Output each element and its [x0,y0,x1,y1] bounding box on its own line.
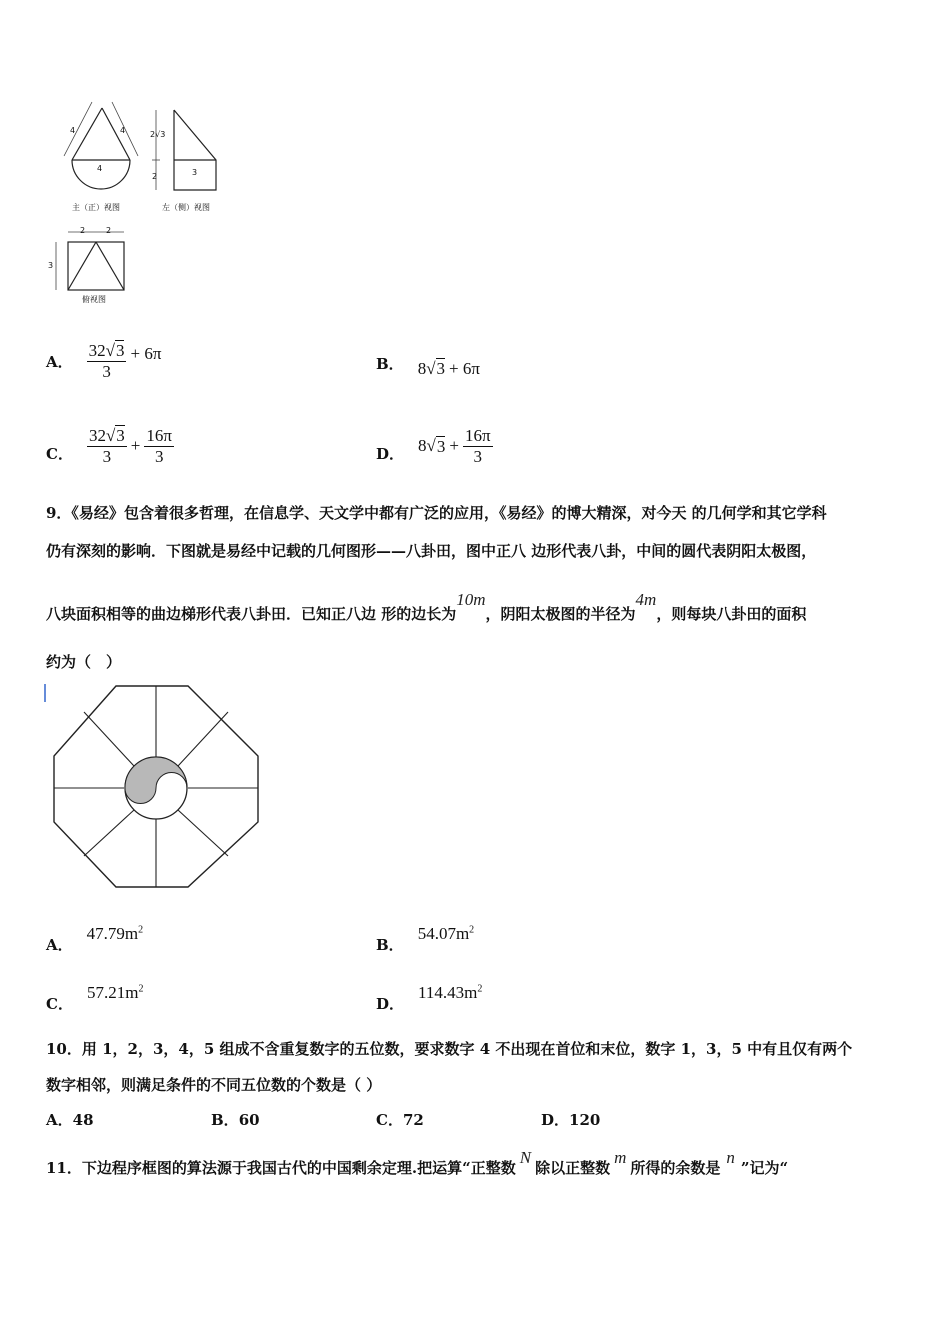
value-text: 54.07m [417,924,470,943]
option-label: A． [46,352,73,371]
option-value: 48 [72,1111,94,1129]
dim-right-four: 4 [120,126,126,135]
value-text: 57.21m [86,983,139,1002]
three-view-figure [44,98,218,308]
numerator: 32 [88,426,106,445]
q10-line-2: 数字相邻，则满足条件的不同五位数的个数是（ ） [46,1076,382,1094]
q9-line-2: 仍有深刻的影响．下图就是易经中记载的几何图形——八卦田，图中正八 边形代表八卦，中间的圆代表阴阳太极图， [46,542,817,560]
dim-left-four: 4 [70,126,76,135]
q8-option-a[interactable] [46,336,161,386]
option-label: B． [376,936,404,954]
q8-option-c[interactable] [46,421,174,471]
numerator: 32 [88,341,106,360]
fraction [144,426,174,467]
q10-option-c[interactable] [376,1110,424,1130]
fraction: $\frac{32√3}{3}$ [88,341,125,381]
plus-sign: + [130,436,141,455]
exponent: 2 [469,924,475,936]
q8-option-b[interactable]: B． 8 √ 3 + 6π [376,355,480,378]
q9-option-d[interactable] [376,983,482,1014]
option-value [87,924,143,955]
q10-option-d[interactable] [541,1110,600,1130]
top-view-label: 俯视图 [82,295,106,304]
q9-text-c: ，则每块八卦田的面积 [656,605,807,623]
side-view-label: 左（侧）视图 [162,203,210,212]
var-n: n [726,1148,735,1167]
q9-line-3 [46,590,806,624]
value-text: 47.79m [86,924,139,943]
option-label: A． [46,1111,73,1129]
option-label: B． [211,1111,239,1129]
fraction: $\frac{32√3}{3}$ [88,426,125,466]
bagua-figure [44,684,264,894]
dim-top-two-left: 2 [80,226,86,235]
front-view-label: 主（正）视图 [72,203,120,212]
var-n-upper: N [519,1148,532,1167]
dim-three-side: 3 [192,168,198,177]
q9-option-a[interactable] [46,924,143,955]
q10-option-a[interactable] [46,1110,94,1130]
denominator: 3 [102,362,111,381]
var-m: m [614,1148,627,1167]
dim-top-two-right: 2 [106,226,112,235]
option-label: D． [541,1111,570,1129]
q10-line-1: 10．用 1，2，3，4，5 组成不含重复数字的五位数，要求数字 4 不出现在首位和末位，数字 1，3，5 中有且仅有两个 [46,1040,853,1058]
q11-text-2: 除以正整数 [535,1159,611,1177]
q11-line-1 [46,1148,788,1178]
denominator: 3 [154,446,164,466]
exponent: 2 [138,924,144,936]
dim-two-sqrt3: 2√3 [150,130,166,139]
expression-tail: + 6π [449,358,480,378]
q9-text-a: 八块面积相等的曲边梯形代表八卦田．已知正八边 形的边长为 [46,605,457,623]
dim-base-four: 4 [97,164,103,173]
option-value: 72 [402,1111,424,1129]
exponent: 2 [138,983,144,995]
q9-line-4: 约为（ ） [46,653,122,671]
q8-option-d[interactable]: D． 8 √ 3 + $\frac{16\pi}{3}$ [376,425,491,466]
coefficient: 8 [418,436,427,455]
numerator: 16π [464,425,491,445]
radicand: 3 [436,436,446,456]
option-label: A． [46,936,73,954]
q9-line-1: 9．《易经》包含着很多哲理，在信息学、天文学中都有广泛的应用，《易经》的博大精深，对今天 的几何学和其它学科 [46,504,827,522]
expression-tail: + 6π [130,344,162,363]
option-value [418,983,482,1014]
fraction [463,426,493,467]
q9-option-b[interactable] [376,924,474,955]
option-label: B． [376,355,404,373]
radicand: 3 [115,341,125,360]
option-label: D． [376,444,405,463]
option-value: 120 [569,1111,601,1129]
option-label: C． [46,995,73,1013]
taiji-radius: 4m [635,590,657,609]
q9-option-c[interactable] [46,983,143,1014]
q10-option-b[interactable] [211,1110,260,1130]
q11-text-3: 所得的余数是 [630,1159,721,1177]
side-length: 10m [456,590,486,609]
plus-sign: + [449,436,459,455]
denominator: 3 [473,446,482,466]
dim-top-three: 3 [48,261,54,270]
q11-text-1: 11．下边程序框图的算法源于我国古代的中国剩余定理.把运算“正整数 [46,1159,516,1177]
coefficient: 8 [417,358,427,378]
radicand: 3 [116,426,125,445]
denominator: 3 [102,447,112,466]
option-value: 60 [238,1111,260,1129]
option-label: D． [376,995,405,1013]
dim-two-side: 2 [152,172,158,181]
exponent: 2 [477,983,483,995]
radicand: 3 [436,359,446,378]
value-text: 114.43m [418,983,478,1002]
option-label: C． [376,1111,403,1129]
q9-text-b: ，阴阳太极图的半径为 [485,605,636,623]
q11-text-4: ”记为“ [740,1159,789,1177]
option-label: C． [46,444,73,463]
bagua-drawing [44,684,264,894]
option-value [418,924,474,955]
numerator: 16π [146,425,172,445]
option-value [87,983,143,1014]
